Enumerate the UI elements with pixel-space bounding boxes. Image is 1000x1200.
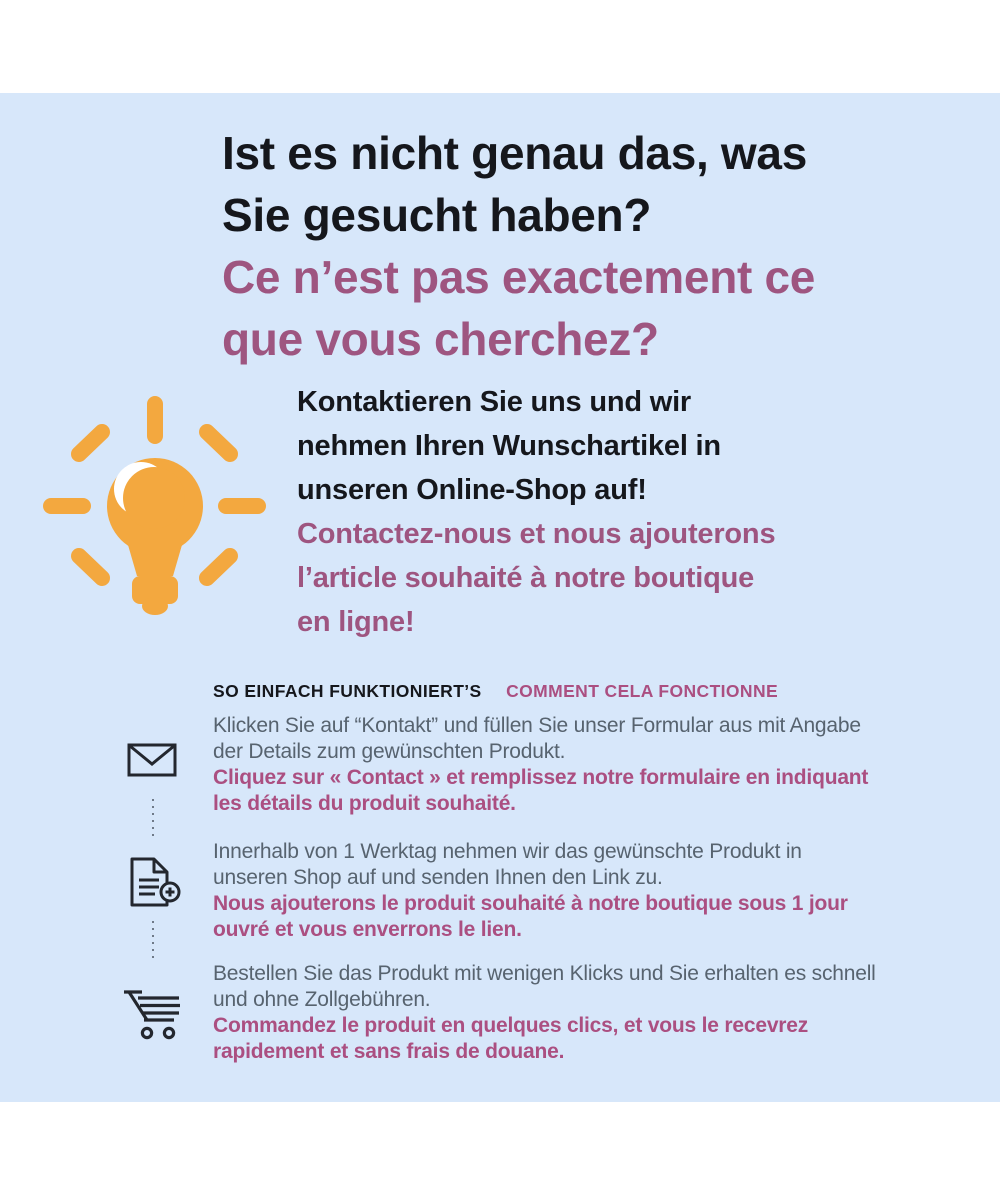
section-title [213,681,778,702]
section-title-german: SO EINFACH FUNKTIONIERT’S [213,681,482,701]
step-french-line: les détails du produit souhaité. [213,792,516,815]
intro-french-line: en ligne! [297,606,415,638]
cart-icon [120,986,186,1040]
intro-german-line: nehmen Ihren Wunschartikel in [297,430,721,462]
step-german-line: und ohne Zollgebühren. [213,988,431,1011]
step-french-line: Commandez le produit en quelques clics, et vous le recevrez [213,1014,809,1037]
step-german-line: Bestellen Sie das Produkt mit wenigen Klicks und Sie erhalten es schnell [213,962,876,985]
intro-german-line: unseren Online-Shop auf! [297,474,647,506]
step-french-line: Nous ajouterons le produit souhaité à notre boutique sous 1 jour [213,892,848,915]
dotted-separator [152,921,154,963]
step-2-text [213,839,973,943]
intro-text [297,380,937,644]
step-german-line: unseren Shop auf und senden Ihnen den Link zu. [213,866,663,889]
intro-french-line: Contactez-nous et nous ajouterons [297,518,776,550]
headline-german-line: Ist es nicht genau das, was [222,127,807,179]
step-german-line: Klicken Sie auf “Kontakt” und füllen Sie unser Formular aus mit Angabe [213,714,861,737]
step-german-line: Innerhalb von 1 Werktag nehmen wir das gewünschte Produkt in [213,840,802,863]
headline-german-line: Sie gesucht haben? [222,189,652,241]
envelope-icon [127,743,177,777]
document-add-icon [126,856,188,908]
headline-french-line: que vous cherchez? [222,313,659,365]
headline-french-line: Ce n’est pas exactement ce [222,251,816,303]
section-title-french: COMMENT CELA FONCTIONNE [506,681,779,701]
intro-german-line: Kontaktieren Sie uns und wir [297,386,692,418]
lightbulb-icon [40,390,268,622]
intro-french-line: l’article souhaité à notre boutique [297,562,755,594]
dotted-separator [152,799,154,841]
step-1-text [213,713,973,817]
step-german-line: der Details zum gewünschten Produkt. [213,740,566,763]
page-title [222,122,962,370]
step-french-line: Cliquez sur « Contact » et remplissez notre formulaire en indiquant [213,766,869,789]
step-french-line: ouvré et vous enverrons le lien. [213,918,522,941]
step-3-text [213,961,973,1065]
step-french-line: rapidement et sans frais de douane. [213,1040,565,1063]
